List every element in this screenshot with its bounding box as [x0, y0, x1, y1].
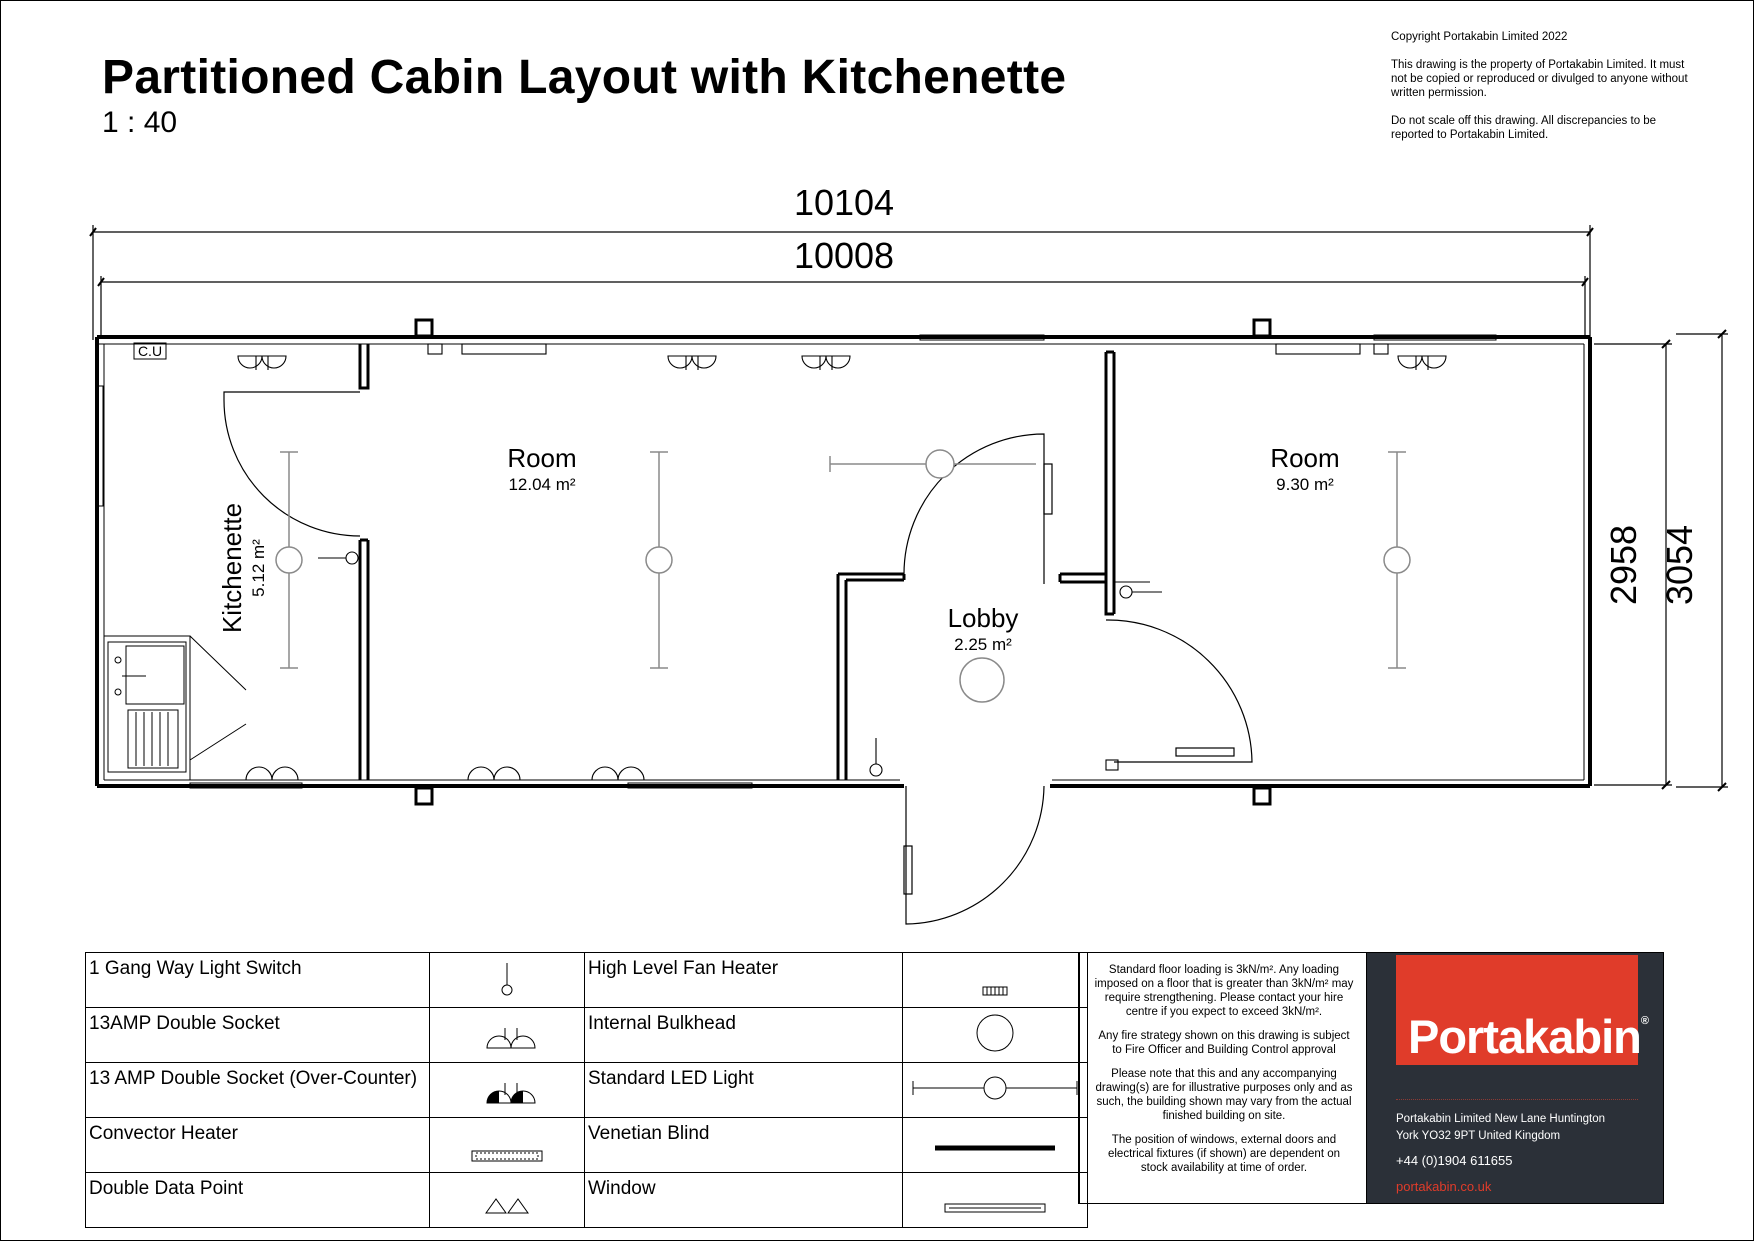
- legend-label: Convector Heater: [86, 1118, 430, 1173]
- bulkhead-icon: [960, 658, 1004, 702]
- legend-label: 13 AMP Double Socket (Over-Counter): [86, 1063, 430, 1118]
- room-area-kitchenette: 5.12 m²: [249, 539, 268, 597]
- legend-symbol: [430, 1118, 585, 1173]
- copyright-line: Copyright Portakabin Limited 2022: [1391, 31, 1568, 43]
- legend-table: [85, 952, 1088, 1228]
- led-lights: [276, 450, 1410, 702]
- electrical-fixtures: [238, 320, 1446, 804]
- legend-symbol: [430, 953, 585, 1008]
- light-switch-icon: [870, 738, 882, 776]
- room-name-lobby: Lobby: [947, 603, 1019, 633]
- double-socket-icon: [238, 356, 286, 370]
- room-area-main: 12.04 m²: [508, 475, 576, 494]
- note-floor-loading: Standard floor loading is 3kN/m². Any loading imposed on a floor that is greater than 3kN/m² may require strengthening. Please contact your hire centre if you expect to exceed 3kN/m².: [1094, 964, 1354, 1018]
- bulkhead-icon: [903, 1008, 1087, 1056]
- note-fire-strategy: Any fire strategy shown on this drawing is subject to Fire Officer and Building Control approval: [1098, 1030, 1350, 1056]
- led-light-icon: [276, 452, 302, 668]
- legend-label: 1 Gang Way Light Switch: [86, 953, 430, 1008]
- convector-heater-icon: [1276, 344, 1360, 354]
- internal-width-label: 2958: [1603, 524, 1644, 606]
- double-socket-icon: [1398, 356, 1446, 370]
- double-socket-icon: [430, 1008, 584, 1056]
- logo-text: Portakabin: [1408, 1010, 1641, 1063]
- portakabin-logo: Portakabin®: [1396, 955, 1638, 1065]
- legend-label: Window: [585, 1173, 903, 1228]
- brand-panel: [1366, 952, 1664, 1204]
- cabin-walls: [97, 335, 1590, 788]
- legend-label: 13AMP Double Socket: [86, 1008, 430, 1063]
- double-socket-icon: [592, 767, 644, 780]
- ownership-notice: This drawing is the property of Portakabin Limited. It must not be copied or reproduced or divulged to anyone without written permission.: [1391, 59, 1688, 99]
- legend-symbol: [903, 1008, 1088, 1063]
- double-socket-icon: [246, 767, 298, 780]
- legend-label: Standard LED Light: [585, 1063, 903, 1118]
- convector-heater-icon: [430, 1118, 584, 1166]
- kitchenette-door: [224, 392, 360, 400]
- overall-length-label: 10104: [793, 182, 895, 223]
- doors: [224, 392, 1252, 924]
- light-switch-icon: [1120, 586, 1162, 598]
- legend-label: High Level Fan Heater: [585, 953, 903, 1008]
- venetian-blind-icon: [903, 1118, 1087, 1166]
- legend-symbol: [430, 1173, 585, 1228]
- legend-row: [86, 1008, 1088, 1063]
- double-socket-icon: [468, 767, 520, 780]
- led-light-icon: [646, 452, 672, 668]
- legend-symbol: [430, 1008, 585, 1063]
- legend-label: Double Data Point: [86, 1173, 430, 1228]
- light-switch-icon: [430, 953, 584, 1001]
- legend-label: Internal Bulkhead: [585, 1008, 903, 1063]
- external-light: [416, 320, 432, 336]
- over-counter-socket-icon: [430, 1063, 584, 1111]
- room-name-kitchenette: Kitchenette: [217, 502, 247, 634]
- note-illustrative: Please note that this and any accompanying drawing(s) are for illustrative purposes only and as such, the building shown may vary from the actual finished building on site.: [1095, 1068, 1353, 1122]
- legend-row: [86, 953, 1088, 1008]
- led-light-icon: [903, 1063, 1087, 1111]
- overall-width-label: 3054: [1659, 524, 1700, 606]
- external-light: [416, 788, 432, 804]
- room-area-lobby: 2.25 m²: [954, 635, 1012, 654]
- scale-notice: Do not scale off this drawing. All discrepancies to be reported to Portakabin Limited.: [1391, 115, 1657, 141]
- legend-row: [86, 1173, 1088, 1228]
- legend-symbol: [903, 1173, 1088, 1228]
- consumer-unit-label: C.U: [137, 343, 163, 359]
- room-name-main: Room: [507, 443, 577, 473]
- room-area-side: 9.30 m²: [1276, 475, 1334, 494]
- convector-heater-icon: [462, 344, 546, 354]
- light-switch-icon: [318, 552, 358, 564]
- led-light-icon: [830, 450, 1036, 478]
- website-link[interactable]: portakabin.co.uk: [1396, 1179, 1492, 1194]
- drawing-scale: 1 : 40: [102, 106, 178, 139]
- legend-symbol: [903, 1063, 1088, 1118]
- notes-panel: [1078, 952, 1369, 1204]
- data-point-icon: [430, 1173, 584, 1221]
- double-socket-icon: [668, 356, 716, 370]
- legend-row: [86, 1063, 1088, 1118]
- legend-symbol: [430, 1063, 585, 1118]
- window-icon: [903, 1173, 1087, 1221]
- address-line: York YO32 9PT United Kingdom: [1396, 1130, 1561, 1142]
- external-light: [1254, 320, 1270, 336]
- led-light-icon: [1384, 452, 1410, 668]
- drawing-title: Partitioned Cabin Layout with Kitchenette: [102, 51, 1067, 104]
- note-windows: The position of windows, external doors and electrical fixtures (if shown) are dependent on stock availability at time of order.: [1107, 1134, 1341, 1174]
- dimension-internal-length: [98, 276, 1588, 338]
- room-name-side: Room: [1270, 443, 1340, 473]
- entrance-door: [906, 786, 1044, 924]
- legend-symbol: [903, 953, 1088, 1008]
- external-light: [1254, 788, 1270, 804]
- legend-label: Venetian Blind: [585, 1118, 903, 1173]
- legend-row: [86, 1118, 1088, 1173]
- legend-symbol: [903, 1118, 1088, 1173]
- internal-length-label: 10008: [793, 235, 895, 276]
- fan-heater-icon: [903, 953, 1087, 1001]
- sink-bowl: [126, 646, 184, 704]
- address: [1396, 1111, 1605, 1145]
- divider: [1396, 1099, 1638, 1100]
- phone-number: +44 (0)1904 611655: [1396, 1153, 1513, 1168]
- address-line: Portakabin Limited New Lane Huntington: [1396, 1113, 1606, 1125]
- double-socket-icon: [802, 356, 850, 370]
